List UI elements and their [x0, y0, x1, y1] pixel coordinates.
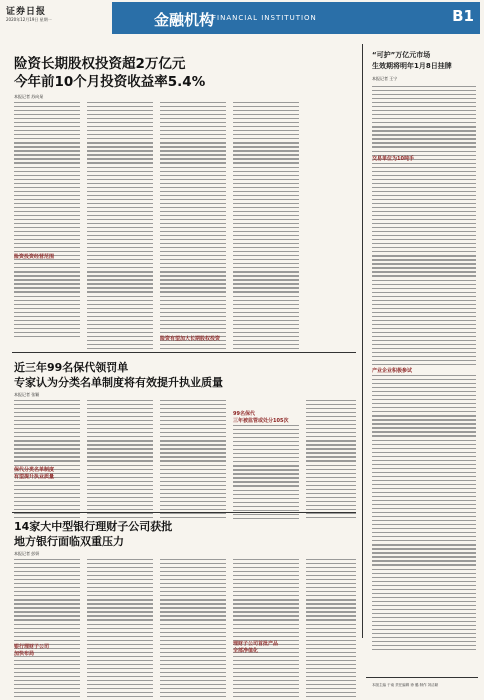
section-divider [12, 352, 356, 353]
article1-headline-line1: 险资长期股权投资超2万亿元 [14, 56, 186, 72]
sidebar-headline-line1: “可护”万亿元市场 [372, 51, 431, 59]
section-english-title: FINANCIAL INSTITUTION [212, 14, 317, 22]
article1-column-3 [160, 102, 226, 352]
article1-column-4 [233, 102, 299, 352]
article3-subhead-2: 全部净值化 [233, 648, 259, 654]
article3-headline-line2: 地方银行面临双重压力 [14, 535, 124, 548]
article2-byline: 本报记者 张颖 [14, 392, 40, 397]
article2-subhead-4: 有望提升执业质量 [14, 474, 55, 480]
article3-byline: 本报记者 彭妍 [14, 551, 40, 556]
article3-column-1 [14, 559, 80, 700]
footer-credit: 本版主编 于南 责任编辑 徐 璐 制作 刘洁颖 [372, 683, 439, 687]
section-banner [112, 2, 480, 34]
article3-subhead-3: 银行理财子公司 [14, 644, 50, 650]
paper-date: 2020年12月19日 星期一 [6, 17, 52, 22]
article2-headline-line2: 专家认为分类名单制度将有效提升执业质量 [14, 376, 223, 389]
article3-column-4 [233, 559, 299, 700]
paper-name: 证券日报 [6, 7, 47, 17]
article2-headline-line1: 近三年99名保代领罚单 [14, 361, 129, 374]
sidebar-text-1 [372, 86, 476, 368]
article2-column-3 [160, 400, 226, 521]
article2-subhead-1: 99名保代 [233, 411, 255, 417]
section-divider-2 [12, 512, 356, 513]
article3-headline-line1: 14家大中型银行理财子公司获批 [14, 520, 173, 533]
sidebar-text-2 [372, 375, 476, 653]
article1-subhead-1: 险资投资经营范围 [14, 254, 55, 260]
article2-column-4 [233, 425, 299, 522]
article3-column-3 [160, 559, 226, 700]
article3-subhead-4: 加快布局 [14, 651, 35, 657]
article1-subhead-2: 险资有望加大长期股权投资 [160, 336, 221, 342]
article2-column-5 [306, 400, 356, 521]
article1-column-2 [87, 102, 153, 356]
sidebar-headline-line2: 生效期将明年1月8日挂牌 [372, 62, 452, 70]
article1-byline: 本报记者 苏向杲 [14, 94, 44, 99]
article1-headline-line2: 今年前10个月投资收益率5.4% [14, 74, 206, 90]
article3-column-5 [306, 559, 356, 700]
section-title: 金融机构 [154, 11, 215, 29]
sidebar-byline: 本报记者 王宁 [372, 76, 398, 81]
article2-column-2 [87, 400, 153, 521]
footer-rule [366, 677, 478, 678]
article2-subhead-3: 保代分类名单制度 [14, 467, 55, 473]
masthead [4, 2, 480, 36]
sidebar-subhead-1: 交易单位为10吨手 [372, 156, 414, 162]
sidebar-subhead-2: 产业企业积极参试 [372, 368, 413, 374]
article1-column-1 [14, 102, 80, 340]
article2-column-1 [14, 400, 80, 521]
article3-subhead-1: 理财子公司首批产品 [233, 641, 279, 647]
page-number: B1 [452, 7, 474, 25]
article3-column-2 [87, 559, 153, 700]
article2-subhead-2: 三年被监管或处分105次 [233, 418, 289, 424]
sidebar-divider [362, 44, 363, 638]
